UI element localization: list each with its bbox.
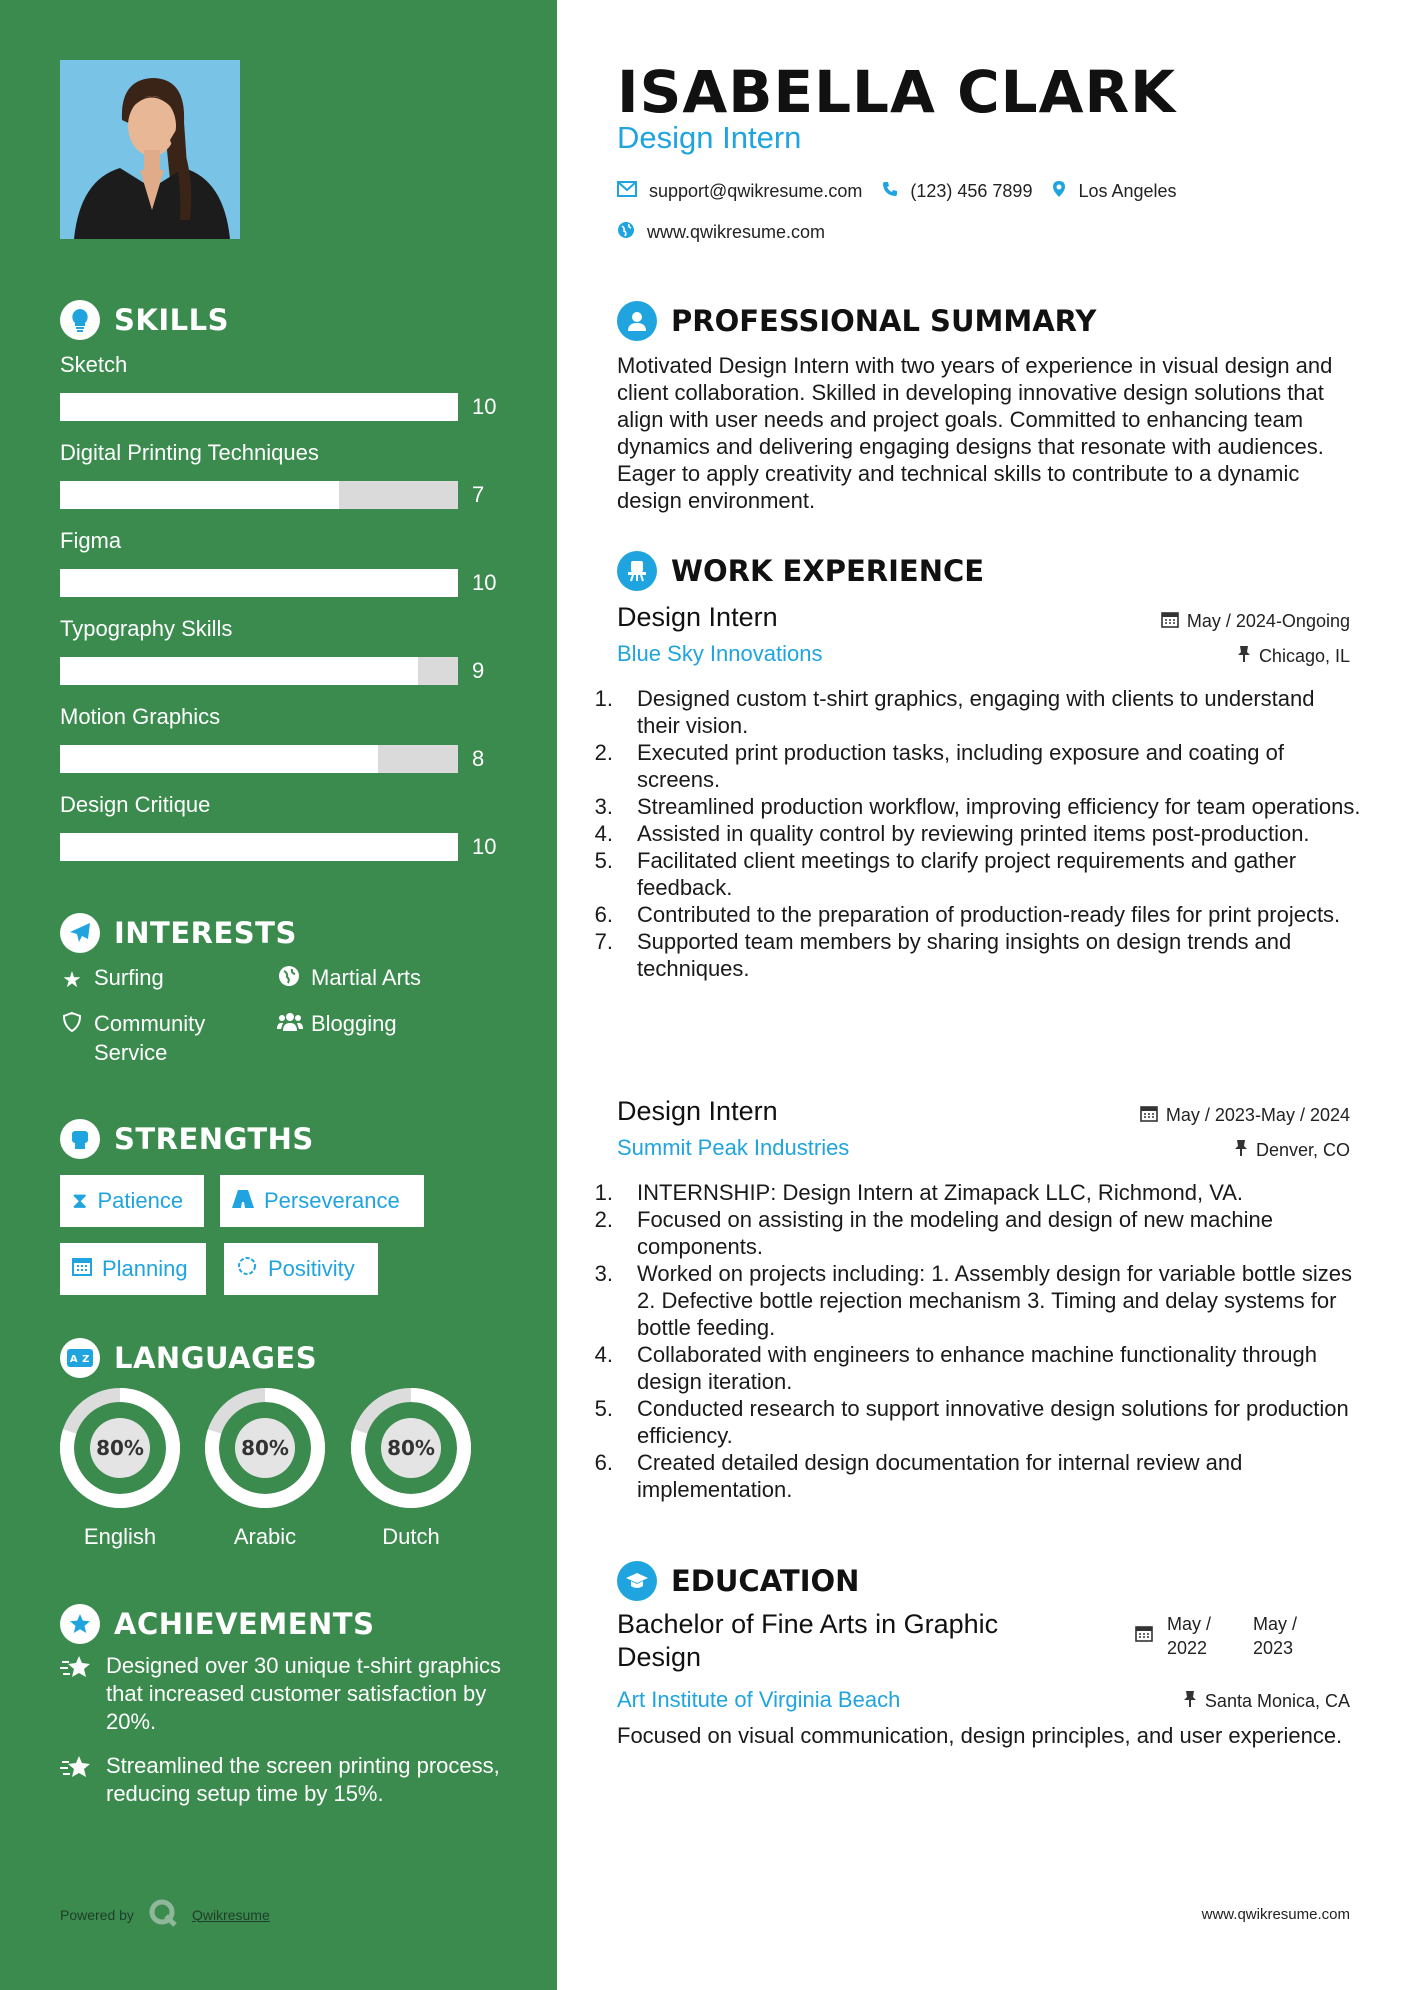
duty-text: Executed print production tasks, including exposure and coating of screens. (637, 740, 1284, 792)
interest-label: Blogging (311, 1011, 397, 1036)
skill-item (60, 791, 500, 861)
skill-bar (60, 833, 458, 861)
skill-item (60, 703, 500, 773)
skill-name: Motion Graphics (60, 704, 221, 729)
skill-bar-fill (60, 745, 378, 773)
language-name: English (83, 1524, 157, 1549)
language-item (350, 1387, 472, 1550)
graduation-cap-icon (617, 1561, 657, 1601)
qwikresume-link[interactable]: Qwikresume (191, 1906, 270, 1923)
summary-heading (617, 301, 1096, 341)
list-item: 3. Worked on projects including: 1. Assembly design for variable bottle sizes 2. Defective bottle rejection mechanism 3. Timing and delay systems for bottle feeding. (617, 1260, 1362, 1341)
phone-icon (882, 181, 898, 202)
job-location-text: Chicago, IL (1258, 646, 1350, 666)
achievement-item (60, 1652, 510, 1736)
language-percent: 80% (96, 1436, 144, 1460)
footer-website[interactable]: www.qwikresume.com (1201, 1906, 1350, 1923)
achievements-heading (60, 1604, 374, 1644)
job-duties-list (594, 685, 1362, 982)
interest-label: Martial Arts (311, 965, 422, 990)
interest-item (277, 1009, 397, 1040)
skill-bar-fill (60, 833, 458, 861)
job-dates (1140, 1104, 1350, 1127)
skill-bar (60, 569, 458, 597)
language-percent: 80% (387, 1436, 435, 1460)
profile-photo (60, 60, 240, 239)
duty-text: Conducted research to support innovative design solutions for production efficiency. (637, 1396, 1349, 1448)
duty-text: INTERNSHIP: Design Intern at Zimapack LLC, Richmond, VA. (637, 1180, 1244, 1205)
strength-label: Perseverance (264, 1188, 400, 1213)
star-icon: ★ (62, 967, 82, 992)
list-item: 1. INTERNSHIP: Design Intern at Zimapack LLC, Richmond, VA. (594, 1180, 1244, 1205)
job-title: Design Intern (617, 1096, 778, 1126)
envelope-icon (617, 181, 637, 202)
svg-text:A: A (69, 1354, 79, 1365)
list-item: 4. Collaborated with engineers to enhance machine functionality through design iteration. (617, 1341, 1362, 1395)
svg-text:Z: Z (82, 1354, 90, 1365)
lightbulb-icon (60, 300, 100, 340)
list-item: 3. Streamlined production workflow, improving efficiency for team operations. (594, 794, 1361, 819)
education-end (1253, 1612, 1297, 1660)
skill-bar (60, 657, 458, 685)
skill-item (60, 527, 500, 597)
main-content (557, 0, 1407, 1990)
interest-label: Community Service (94, 1011, 206, 1065)
map-pin-icon (1052, 180, 1066, 203)
duty-text: Focused on assisting in the modeling and design of new machine components. (637, 1207, 1273, 1259)
education-start (1167, 1612, 1211, 1660)
language-item (59, 1387, 181, 1550)
skill-score: 10 (472, 394, 497, 419)
languages-heading (60, 1338, 317, 1378)
education-dates (1135, 1612, 1297, 1660)
contact-location: Los Angeles (1078, 181, 1177, 201)
interest-label: Surfing (94, 965, 164, 990)
job-dates-text: May / 2023-May / 2024 (1165, 1105, 1350, 1125)
pushpin-icon (1237, 645, 1251, 668)
briefcase-chair-icon (617, 551, 657, 591)
duty-text: Supported team members by sharing insights on design trends and techniques. (637, 929, 1292, 981)
interests-heading (60, 913, 297, 953)
education-title: EDUCATION (671, 1564, 860, 1598)
skill-bar-fill (60, 569, 458, 597)
powered-by-label: Powered by (60, 1906, 134, 1923)
list-item: 5. Conducted research to support innovative design solutions for production efficiency. (617, 1395, 1362, 1449)
education-end-year: 2023 (1253, 1638, 1294, 1658)
achievements-title: ACHIEVEMENTS (114, 1607, 375, 1641)
list-item: 4. Assisted in quality control by reviewing printed items post-production. (594, 821, 1310, 846)
interest-item (60, 1009, 240, 1067)
strengths-heading (60, 1119, 314, 1159)
strength-badge (224, 1243, 378, 1295)
language-ring (350, 1387, 472, 1509)
strength-label: Planning (102, 1256, 188, 1281)
globe-icon (277, 963, 301, 994)
contact-row (617, 180, 1177, 203)
summary-title: PROFESSIONAL SUMMARY (671, 304, 1097, 338)
skill-item (60, 615, 500, 685)
achievement-item (60, 1752, 510, 1808)
achievement-text: Designed over 30 unique t-shirt graphics that increased customer satisfaction by 20%. (106, 1653, 502, 1734)
job-dates-text: May / 2024-Ongoing (1186, 611, 1350, 631)
skill-name: Figma (60, 528, 122, 553)
road-icon (232, 1188, 254, 1214)
fist-icon (60, 1119, 100, 1159)
list-item: 2. Focused on assisting in the modeling and design of new machine components. (617, 1206, 1362, 1260)
experience-title: WORK EXPERIENCE (671, 554, 985, 588)
language-name: Dutch (382, 1524, 440, 1549)
job-title: Design Intern (617, 602, 778, 632)
qwikresume-logo-icon (148, 1898, 178, 1931)
job-company: Blue Sky Innovations (617, 641, 823, 666)
skill-score: 10 (472, 570, 497, 595)
duty-text: Collaborated with engineers to enhance machine functionality through design iteration. (637, 1342, 1317, 1394)
strength-badge (60, 1243, 206, 1295)
list-item: 6. Created detailed design documentation for internal review and implementation. (617, 1449, 1362, 1503)
degree-title: Bachelor of Fine Arts in Graphic Design (617, 1609, 999, 1672)
powered-by (60, 1898, 270, 1931)
skill-name: Typography Skills (60, 616, 233, 641)
star-burst-icon (60, 1752, 94, 1808)
job-dates (1161, 610, 1350, 633)
experience-heading (617, 551, 984, 591)
candidate-name: ISABELLA CLARK (617, 58, 1177, 126)
list-item: 5. Facilitated client meetings to clarify project requirements and gather feedback. (617, 847, 1362, 901)
language-name: Arabic (233, 1524, 297, 1549)
interest-item (60, 963, 164, 994)
skills-heading (60, 300, 229, 340)
contact-row (617, 221, 825, 244)
duty-text: Assisted in quality control by reviewing printed items post-production. (637, 821, 1310, 846)
language-ring (59, 1387, 181, 1509)
strengths-title: STRENGTHS (114, 1122, 314, 1156)
skill-score: 9 (472, 658, 485, 683)
interests-title: INTERESTS (114, 916, 297, 950)
star-burst-icon (60, 1652, 94, 1736)
skill-bar (60, 481, 458, 509)
skill-bar-fill (60, 393, 458, 421)
skill-score: 10 (472, 834, 497, 859)
language-ring (204, 1387, 326, 1509)
strength-label: Patience (97, 1188, 184, 1213)
list-item: 6. Contributed to the preparation of production-ready files for print projects. (594, 902, 1341, 927)
spinner-icon (236, 1255, 258, 1283)
job-duties-list (594, 1179, 1362, 1503)
calendar-icon (1140, 1104, 1158, 1127)
skill-bar-fill (60, 481, 339, 509)
skill-name: Digital Printing Techniques (60, 440, 319, 465)
strength-badge (220, 1175, 424, 1227)
calendar-icon (1161, 610, 1179, 633)
hourglass-icon: ⧗ (72, 1188, 88, 1213)
shield-icon (60, 1009, 84, 1067)
skill-bar (60, 393, 458, 421)
job-company: Summit Peak Industries (617, 1135, 850, 1160)
education-end-month: May / (1253, 1614, 1298, 1634)
language-percent: 80% (241, 1436, 289, 1460)
star-badge-icon (60, 1604, 100, 1644)
education-location (1183, 1690, 1350, 1713)
education-location-text: Santa Monica, CA (1204, 1691, 1350, 1711)
languages-title: LANGUAGES (114, 1341, 318, 1375)
school-name: Art Institute of Virginia Beach (617, 1687, 901, 1712)
contact-website[interactable]: www.qwikresume.com (647, 222, 826, 242)
skill-name: Design Critique (60, 792, 211, 817)
duty-text: Worked on projects including: 1. Assembly design for variable bottle sizes 2. Defective bottle rejection mechanism 3. Timing and delay systems for bottle feeding. (637, 1261, 1352, 1340)
pushpin-icon (1234, 1139, 1248, 1162)
duty-text: Created detailed design documentation for internal review and implementation. (637, 1450, 1243, 1502)
list-item: 7. Supported team members by sharing insights on design trends and techniques. (617, 928, 1362, 982)
education-start-month: May / (1167, 1614, 1212, 1634)
skill-score: 7 (472, 482, 485, 507)
list-item: 1. Designed custom t-shirt graphics, engaging with clients to understand their vision. (617, 685, 1362, 739)
sidebar (0, 0, 557, 1990)
skill-bar (60, 745, 458, 773)
language-item (204, 1387, 326, 1550)
calendar-icon (1135, 1612, 1153, 1660)
globe-icon (617, 221, 635, 244)
contact-phone[interactable]: (123) 456 7899 (910, 181, 1033, 201)
skill-bar-fill (60, 657, 418, 685)
list-item: 2. Executed print production tasks, including exposure and coating of screens. (617, 739, 1362, 793)
contact-email[interactable]: support@qwikresume.com (649, 181, 863, 201)
skills-title: SKILLS (114, 303, 229, 337)
skill-item (60, 351, 500, 421)
duty-text: Designed custom t-shirt graphics, engaging with clients to understand their vision. (637, 686, 1315, 738)
job-location (1237, 645, 1350, 668)
skill-name: Sketch (60, 352, 128, 377)
user-icon (617, 301, 657, 341)
calendar-icon (72, 1256, 92, 1282)
skill-score: 8 (472, 746, 485, 771)
education-heading (617, 1561, 859, 1601)
education-description: Focused on visual communication, design principles, and user experience. (617, 1723, 1343, 1748)
strength-label: Positivity (268, 1256, 355, 1281)
duty-text: Facilitated client meetings to clarify project requirements and gather feedback. (637, 848, 1297, 900)
achievement-text: Streamlined the screen printing process, reducing setup time by 15%. (106, 1753, 500, 1806)
language-icon (60, 1338, 100, 1378)
users-icon (277, 1009, 301, 1040)
duty-text: Streamlined production workflow, improving efficiency for team operations. (637, 794, 1361, 819)
interest-item (277, 963, 421, 994)
summary-text: Motivated Design Intern with two years of experience in visual design and client collaboration. Skilled in developing innovative design solutions that align with user needs and project goals. Committed to enhancing team dynamics and delivering engaging designs that resonate with audiences. Eager to apply creativity and technical skills to contribute to a dynamic design environment. (617, 353, 1333, 513)
candidate-role: Design Intern (617, 120, 802, 155)
strength-badge (60, 1175, 204, 1227)
education-start-year: 2022 (1167, 1638, 1208, 1658)
job-location-text: Denver, CO (1255, 1140, 1350, 1160)
job-location (1234, 1139, 1350, 1162)
paper-plane-icon (60, 913, 100, 953)
duty-text: Contributed to the preparation of production-ready files for print projects. (637, 902, 1341, 927)
skill-item (60, 439, 500, 509)
pushpin-icon (1183, 1690, 1197, 1713)
